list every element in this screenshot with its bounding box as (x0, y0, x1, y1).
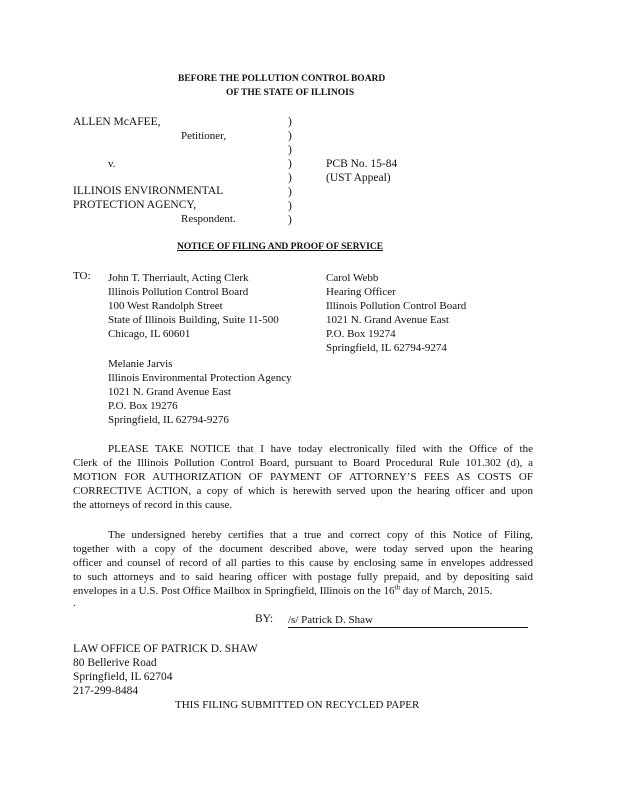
firm-line: 80 Bellerive Road (73, 657, 157, 669)
paren: ) (288, 116, 292, 128)
address-line: 100 West Randolph Street (108, 300, 223, 312)
ordinal-suffix: th (394, 583, 400, 592)
paragraph-line: the attorneys of record in this cause. (73, 499, 233, 511)
recipient-clerk (108, 271, 279, 341)
paren: ) (288, 186, 292, 198)
address-line: 1021 N. Grand Avenue East (108, 386, 231, 398)
by-label: BY: (255, 613, 274, 625)
case-type: (UST Appeal) (326, 172, 391, 184)
signature-line (288, 614, 528, 628)
paragraph-text: day of March, 2015. (399, 585, 493, 597)
to-label: TO: (73, 270, 91, 282)
address-line: P.O. Box 19274 (326, 328, 396, 340)
address-line: Hearing Officer (326, 286, 396, 298)
respondent-name-2: PROTECTION AGENCY, (73, 199, 197, 211)
header-line-2: OF THE STATE OF ILLINOIS (226, 88, 355, 98)
recipient-hearing-officer (326, 271, 466, 355)
address-line: 1021 N. Grand Avenue East (326, 314, 449, 326)
paren: ) (288, 214, 292, 226)
address-line: Illinois Pollution Control Board (108, 286, 249, 298)
paren: ) (288, 200, 292, 212)
address-line: Chicago, IL 60601 (108, 328, 191, 340)
paragraph-line: CORRECTIVE ACTION, a copy of which is herewith served upon the hearing officer and upon (73, 485, 533, 497)
header-line-1: BEFORE THE POLLUTION CONTROL BOARD (178, 74, 386, 84)
recycled-paper-footer: THIS FILING SUBMITTED ON RECYCLED PAPER (175, 699, 420, 711)
paren: ) (288, 144, 292, 156)
signature-text: /s/ Patrick D. Shaw (288, 614, 373, 626)
paragraph-line: MOTION FOR AUTHORIZATION OF PAYMENT OF ATTORNEY’S FEES AS COSTS OF (73, 471, 533, 483)
petitioner-role: Petitioner, (181, 130, 227, 142)
recipient-agency (108, 357, 292, 427)
notice-paragraph (73, 442, 533, 512)
paragraph-line: Clerk of the Illinois Pollution Control Board, pursuant to Board Procedural Rule 101.302 (d), a (73, 457, 533, 469)
respondent-name-1: ILLINOIS ENVIRONMENTAL (73, 185, 224, 197)
address-line: Carol Webb (326, 272, 379, 284)
paren: ) (288, 158, 292, 170)
paren: ) (288, 172, 292, 184)
address-line: John T. Therriault, Acting Clerk (108, 272, 249, 284)
paragraph-line (73, 584, 533, 598)
address-line: P.O. Box 19276 (108, 400, 178, 412)
paragraph-line: officer and counsel of record of all parties to this cause by enclosing same in envelopes addressed (73, 557, 533, 569)
paragraph-text: envelopes in a U.S. Post Office Mailbox in Springfield, Illinois on the 16 (73, 585, 395, 597)
petitioner-name: ALLEN McAFEE, (73, 116, 161, 128)
address-line: Springfield, IL 62794-9274 (326, 342, 447, 354)
case-number: PCB No. 15-84 (326, 158, 398, 170)
paragraph-line: The undersigned hereby certifies that a true and correct copy of this Notice of Filing, (108, 529, 533, 541)
certificate-paragraph (73, 528, 533, 598)
firm-line: Springfield, IL 62704 (73, 671, 173, 683)
stray-mark: . (73, 597, 76, 609)
firm-line: 217-299-8484 (73, 685, 139, 697)
notice-title: NOTICE OF FILING AND PROOF OF SERVICE (177, 242, 384, 252)
law-office-block (73, 642, 258, 698)
paragraph-line: together with a copy of the document described above, were today served upon the hearing (73, 543, 533, 555)
address-line: State of Illinois Building, Suite 11-500 (108, 314, 279, 326)
paragraph-line: to such attorneys and to said hearing officer with postage fully prepaid, and by depositing said (73, 571, 533, 583)
address-line: Illinois Pollution Control Board (326, 300, 467, 312)
address-line: Melanie Jarvis (108, 358, 173, 370)
address-line: Illinois Environmental Protection Agency (108, 372, 292, 384)
paragraph-line: PLEASE TAKE NOTICE that I have today electronically filed with the Office of the (108, 443, 533, 455)
address-line: Springfield, IL 62794-9276 (108, 414, 229, 426)
versus: v. (108, 158, 116, 170)
respondent-role: Respondent. (181, 213, 236, 225)
paren: ) (288, 130, 292, 142)
firm-line: LAW OFFICE OF PATRICK D. SHAW (73, 643, 258, 655)
